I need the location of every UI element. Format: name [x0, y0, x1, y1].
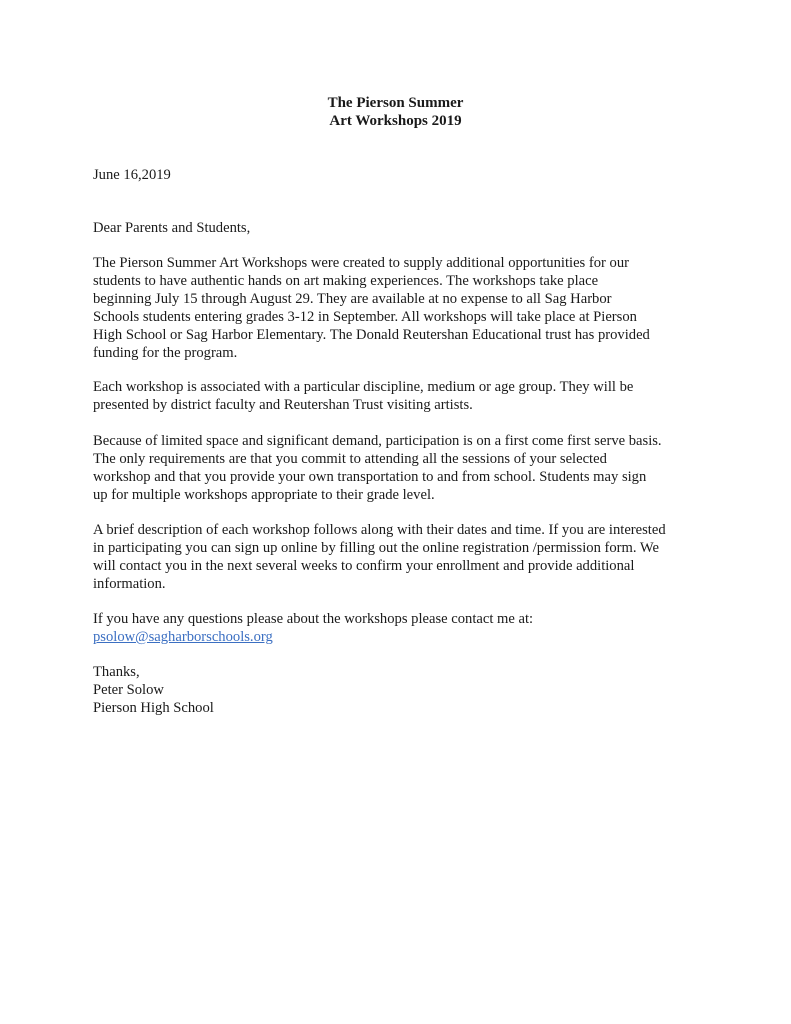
title-line-2: Art Workshops 2019 [329, 113, 462, 129]
closing-block [93, 663, 713, 717]
paragraph-line: up for multiple workshops appropriate to their grade level. [93, 487, 435, 503]
paragraph-requirements [93, 432, 713, 504]
paragraph-line: A brief description of each workshop follows along with their dates and time. If you are interested [93, 522, 666, 538]
paragraph-line: beginning July 15 through August 29. They are available at no expense to all Sag Harbor [93, 291, 612, 307]
document-title [0, 94, 791, 130]
paragraph-registration [93, 521, 713, 593]
paragraph-line: students to have authentic hands on art making experiences. The workshops take place [93, 273, 599, 289]
contact-text: If you have any questions please about the workshops please contact me at: [93, 611, 534, 627]
paragraph-line: funding for the program. [93, 345, 238, 361]
paragraph-line: The Pierson Summer Art Workshops were created to supply additional opportunities for our [93, 255, 629, 271]
title-line-1: The Pierson Summer [327, 95, 464, 111]
closing-text: Thanks, [93, 664, 140, 680]
signature-org: Pierson High School [93, 700, 214, 716]
paragraph-line: presented by district faculty and Reutershan Trust visiting artists. [93, 397, 473, 413]
paragraph-line: will contact you in the next several weeks to confirm your enrollment and provide additional [93, 558, 635, 574]
paragraph-line: The only requirements are that you commit to attending all the sessions of your selected [93, 451, 607, 467]
paragraph-intro [93, 254, 713, 362]
paragraph-line: information. [93, 576, 166, 592]
paragraph-line: Each workshop is associated with a particular discipline, medium or age group. They will be [93, 379, 634, 395]
paragraph-contact [93, 610, 713, 646]
salutation: Dear Parents and Students, [93, 220, 251, 236]
paragraph-line: workshop and that you provide your own transportation to and from school. Students may sign [93, 469, 647, 485]
paragraph-line: in participating you can sign up online by filling out the online registration /permission form. We [93, 540, 659, 556]
paragraph-line: Because of limited space and significant demand, participation is on a first come first serve basis. [93, 433, 662, 449]
letter-date: June 16,2019 [93, 167, 171, 183]
paragraph-line: High School or Sag Harbor Elementary. The Donald Reutershan Educational trust has provided [93, 327, 650, 343]
paragraph-disciplines [93, 378, 713, 414]
signature-name: Peter Solow [93, 682, 164, 698]
email-link[interactable]: psolow@sagharborschools.org [93, 629, 273, 645]
paragraph-line: Schools students entering grades 3-12 in September. All workshops will take place at Pierson [93, 309, 637, 325]
